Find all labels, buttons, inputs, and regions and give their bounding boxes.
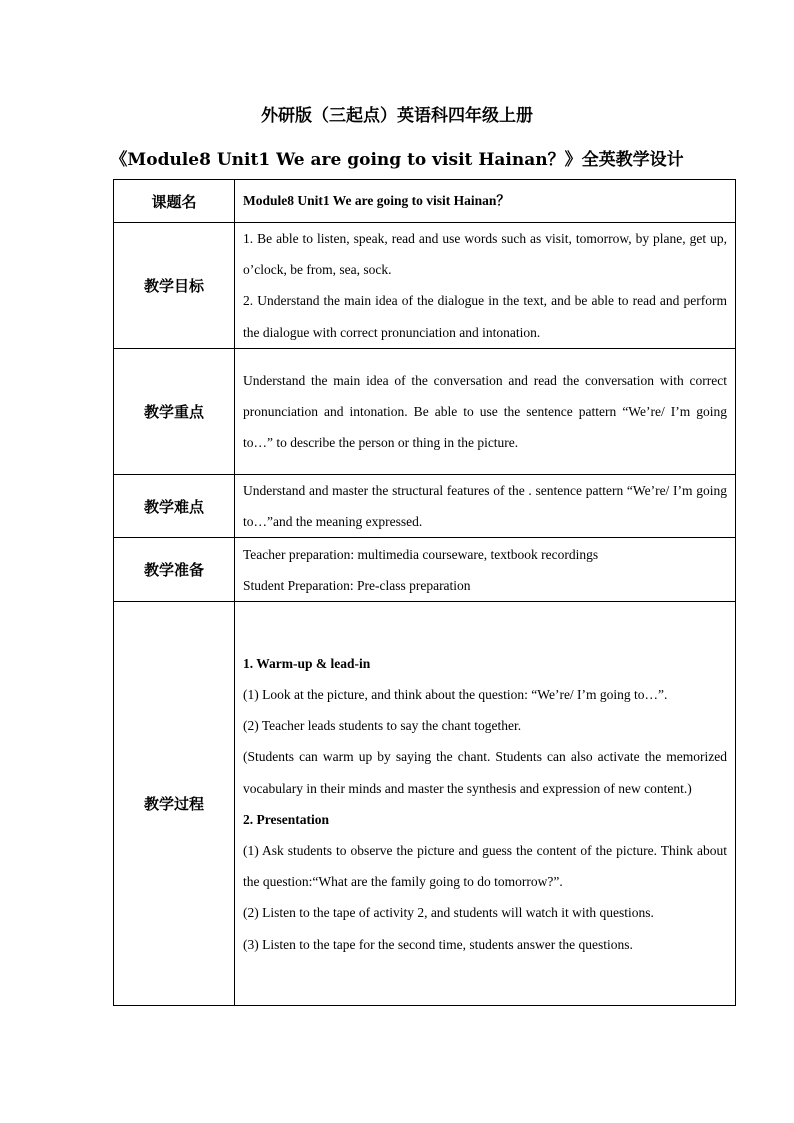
table-row-key-points [114, 348, 736, 474]
document-title: 外研版（三起点）英语科四年级上册 [261, 106, 533, 126]
section-heading-presentation: 2. Presentation [243, 811, 329, 827]
table-row-preparation [114, 538, 736, 602]
document-subtitle: 《Module8 Unit1 We are going to visit Hainan？》全英教学设计 [110, 150, 684, 170]
row-content-topic: Module8 Unit1 We are going to visit Hainan？ [235, 180, 736, 223]
row-label-key-points: 教学重点 [114, 348, 235, 474]
presentation-line: (3) Listen to the tape for the second time, students answer the questions. [243, 936, 633, 952]
table-row-topic [114, 180, 736, 223]
row-content-process [235, 602, 736, 1006]
row-label-goals: 教学目标 [114, 223, 235, 349]
row-label-difficult-points: 教学难点 [114, 474, 235, 537]
row-label-preparation: 教学准备 [114, 538, 235, 602]
row-content-key-points [235, 348, 736, 474]
row-content-goals [235, 223, 736, 349]
warmup-line: (Students can warm up by saying the chant. Students can also activate the memorized vocabulary in their minds and master the synthesis and expression of new content.) [243, 749, 727, 796]
goal-line: 2. Understand the main idea of the dialogue in the text, and be able to read and perform the dialogue with correct pronunciation and intonation. [243, 293, 727, 340]
table-row-goals [114, 223, 736, 349]
row-label-process: 教学过程 [114, 602, 235, 1006]
preparation-line: Teacher preparation: multimedia courseware, textbook recordings [243, 546, 599, 562]
row-content-preparation [235, 538, 736, 602]
table-row-difficult-points [114, 474, 736, 537]
table-row-process [114, 602, 736, 1006]
section-heading-warmup: 1. Warm-up & lead-in [243, 655, 371, 671]
difficult-points-text: Understand and master the structural features of the . sentence pattern “We’re/ I’m going to…”and the meaning expressed. [243, 482, 727, 530]
presentation-line: (2) Listen to the tape of activity 2, and students will watch it with questions. [243, 905, 654, 921]
warmup-line: (1) Look at the picture, and think about the question: “We’re/ I’m going to…”. [243, 686, 668, 702]
row-label-topic: 课题名 [114, 180, 235, 223]
preparation-line: Student Preparation: Pre-class preparation [243, 577, 471, 593]
goal-line: 1. Be able to listen, speak, read and use words such as visit, tomorrow, by plane, get up, o’clock, be from, sea, sock. [243, 231, 727, 278]
lesson-plan-table [113, 179, 736, 1006]
presentation-line: (1) Ask students to observe the picture and guess the content of the picture. Think about the question:“What are the family going to do tomorrow?”. [243, 842, 727, 890]
warmup-line: (2) Teacher leads students to say the chant together. [243, 718, 522, 734]
key-points-text: Understand the main idea of the conversation and read the conversation with correct pronunciation and intonation. Be able to use the sentence pattern “We’re/ I’m going to…” to describe the person or thing in the picture. [243, 372, 727, 450]
row-content-difficult-points [235, 474, 736, 537]
